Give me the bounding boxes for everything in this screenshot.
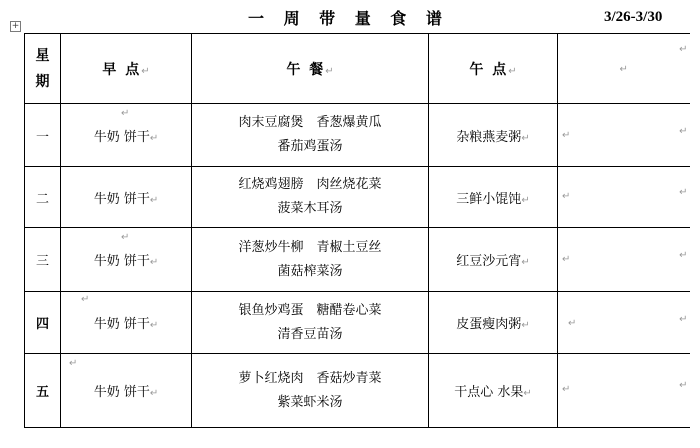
header-extra	[558, 34, 690, 104]
lunch-cell	[192, 354, 429, 428]
snack-cell	[429, 104, 558, 167]
move-handle-icon[interactable]: +	[11, 21, 20, 31]
paragraph-mark-icon: ↵	[121, 232, 130, 243]
paragraph-mark-icon: ↵	[149, 388, 159, 399]
paragraph-mark-icon: ↵	[521, 132, 530, 144]
date-range: 3/26-3/30	[604, 9, 663, 25]
lunch-soup: 菠菜木耳汤	[277, 201, 343, 216]
table-row	[25, 354, 690, 428]
day-label: 三	[35, 254, 49, 269]
lunch-dishes: 洋葱炒牛柳 青椒土豆丝	[238, 239, 382, 255]
paragraph-mark-icon: ↵	[149, 257, 159, 268]
day-cell	[25, 292, 61, 354]
paragraph-mark-icon: ↵	[679, 250, 688, 261]
paragraph-mark-icon: ↵	[508, 65, 517, 77]
lunch-dishes: 萝卜红烧肉 香菇炒青菜	[238, 370, 382, 386]
breakfast-cell	[61, 292, 192, 354]
paragraph-mark-icon: ↵	[679, 187, 688, 198]
day-cell	[25, 167, 61, 228]
breakfast-text: 牛奶 饼干	[93, 254, 150, 269]
menu-table	[24, 33, 690, 428]
snack-text: 皮蛋瘦肉粥	[456, 317, 522, 332]
header-lunch	[192, 34, 429, 104]
paragraph-mark-icon: ↵	[568, 318, 577, 329]
table-row	[25, 292, 690, 354]
breakfast-cell	[61, 104, 192, 167]
lunch-soup: 菌菇榨菜汤	[277, 263, 343, 279]
snack-cell	[429, 354, 558, 428]
page-title: 一 周 带 量 食 谱	[248, 9, 449, 28]
lunch-soup: 番茄鸡蛋汤	[277, 139, 343, 154]
paragraph-mark-icon: ↵	[325, 65, 334, 77]
paragraph-mark-icon: ↵	[521, 320, 530, 331]
lunch-cell	[192, 167, 429, 228]
header-breakfast	[61, 34, 192, 104]
paragraph-mark-icon: ↵	[521, 194, 530, 206]
paragraph-mark-icon: ↵	[679, 44, 688, 55]
snack-text: 杂粮燕麦粥	[456, 129, 522, 145]
paragraph-mark-icon: ↵	[562, 384, 571, 395]
extra-cell	[558, 292, 690, 354]
lunch-cell	[192, 104, 429, 167]
snack-cell	[429, 228, 558, 292]
paragraph-mark-icon: ↵	[523, 388, 532, 399]
table-row	[25, 104, 690, 167]
breakfast-text: 牛奶 饼干	[93, 317, 150, 332]
paragraph-mark-icon: ↵	[149, 320, 159, 331]
breakfast-cell	[61, 228, 192, 292]
snack-text: 红豆沙元宵	[456, 254, 522, 269]
lunch-cell	[192, 228, 429, 292]
paragraph-mark-icon: ↵	[679, 126, 688, 137]
breakfast-text: 牛奶 饼干	[93, 191, 150, 207]
lunch-soup: 清香豆苗汤	[277, 326, 343, 342]
paragraph-mark-icon: ↵	[679, 314, 688, 325]
header-breakfast-label: 早 点	[102, 61, 142, 78]
paragraph-mark-icon: ↵	[619, 64, 628, 75]
extra-cell	[558, 228, 690, 292]
lunch-dishes: 肉末豆腐煲 香葱爆黄瓜	[238, 115, 382, 130]
breakfast-text: 牛奶 饼干	[93, 385, 150, 400]
header-weekday	[25, 34, 61, 104]
snack-cell	[429, 292, 558, 354]
lunch-dishes: 银鱼炒鸡蛋 糖醋卷心菜	[238, 302, 382, 318]
day-cell	[25, 104, 61, 167]
header-weekday-line-2: 期	[35, 73, 50, 90]
header-weekday-line-1: 星	[35, 47, 50, 64]
paragraph-mark-icon: ↵	[81, 294, 90, 305]
header-snack	[429, 34, 558, 104]
table-header-row	[25, 34, 690, 104]
day-label: 四	[35, 317, 49, 332]
snack-text: 三鲜小馄饨	[456, 191, 522, 207]
header-lunch-label: 午 餐	[286, 61, 326, 78]
paragraph-mark-icon: ↵	[679, 380, 688, 391]
table-row	[25, 167, 690, 228]
breakfast-text: 牛奶 饼干	[93, 129, 150, 145]
header-snack-label: 午 点	[469, 61, 509, 78]
lunch-cell	[192, 292, 429, 354]
day-label: 一	[35, 129, 49, 145]
lunch-dishes: 红烧鸡翅膀 肉丝烧花菜	[238, 177, 382, 192]
day-label: 二	[35, 191, 49, 207]
day-cell	[25, 228, 61, 292]
lunch-soup: 紫菜虾米汤	[277, 394, 343, 410]
extra-cell	[558, 354, 690, 428]
paragraph-mark-icon: ↵	[141, 65, 150, 77]
extra-cell	[558, 167, 690, 228]
paragraph-mark-icon: ↵	[562, 254, 571, 265]
paragraph-mark-icon: ↵	[521, 257, 530, 268]
paragraph-mark-icon: ↵	[69, 358, 78, 369]
table-row	[25, 228, 690, 292]
day-label: 五	[35, 385, 49, 400]
day-cell	[25, 354, 61, 428]
breakfast-cell	[61, 167, 192, 228]
paragraph-mark-icon: ↵	[562, 130, 571, 141]
paragraph-mark-icon: ↵	[562, 191, 571, 202]
extra-cell	[558, 104, 690, 167]
breakfast-cell	[61, 354, 192, 428]
snack-text: 干点心 水果	[454, 385, 524, 400]
paragraph-mark-icon: ↵	[149, 132, 159, 144]
paragraph-mark-icon: ↵	[149, 194, 159, 206]
paragraph-mark-icon: ↵	[121, 108, 130, 119]
snack-cell	[429, 167, 558, 228]
